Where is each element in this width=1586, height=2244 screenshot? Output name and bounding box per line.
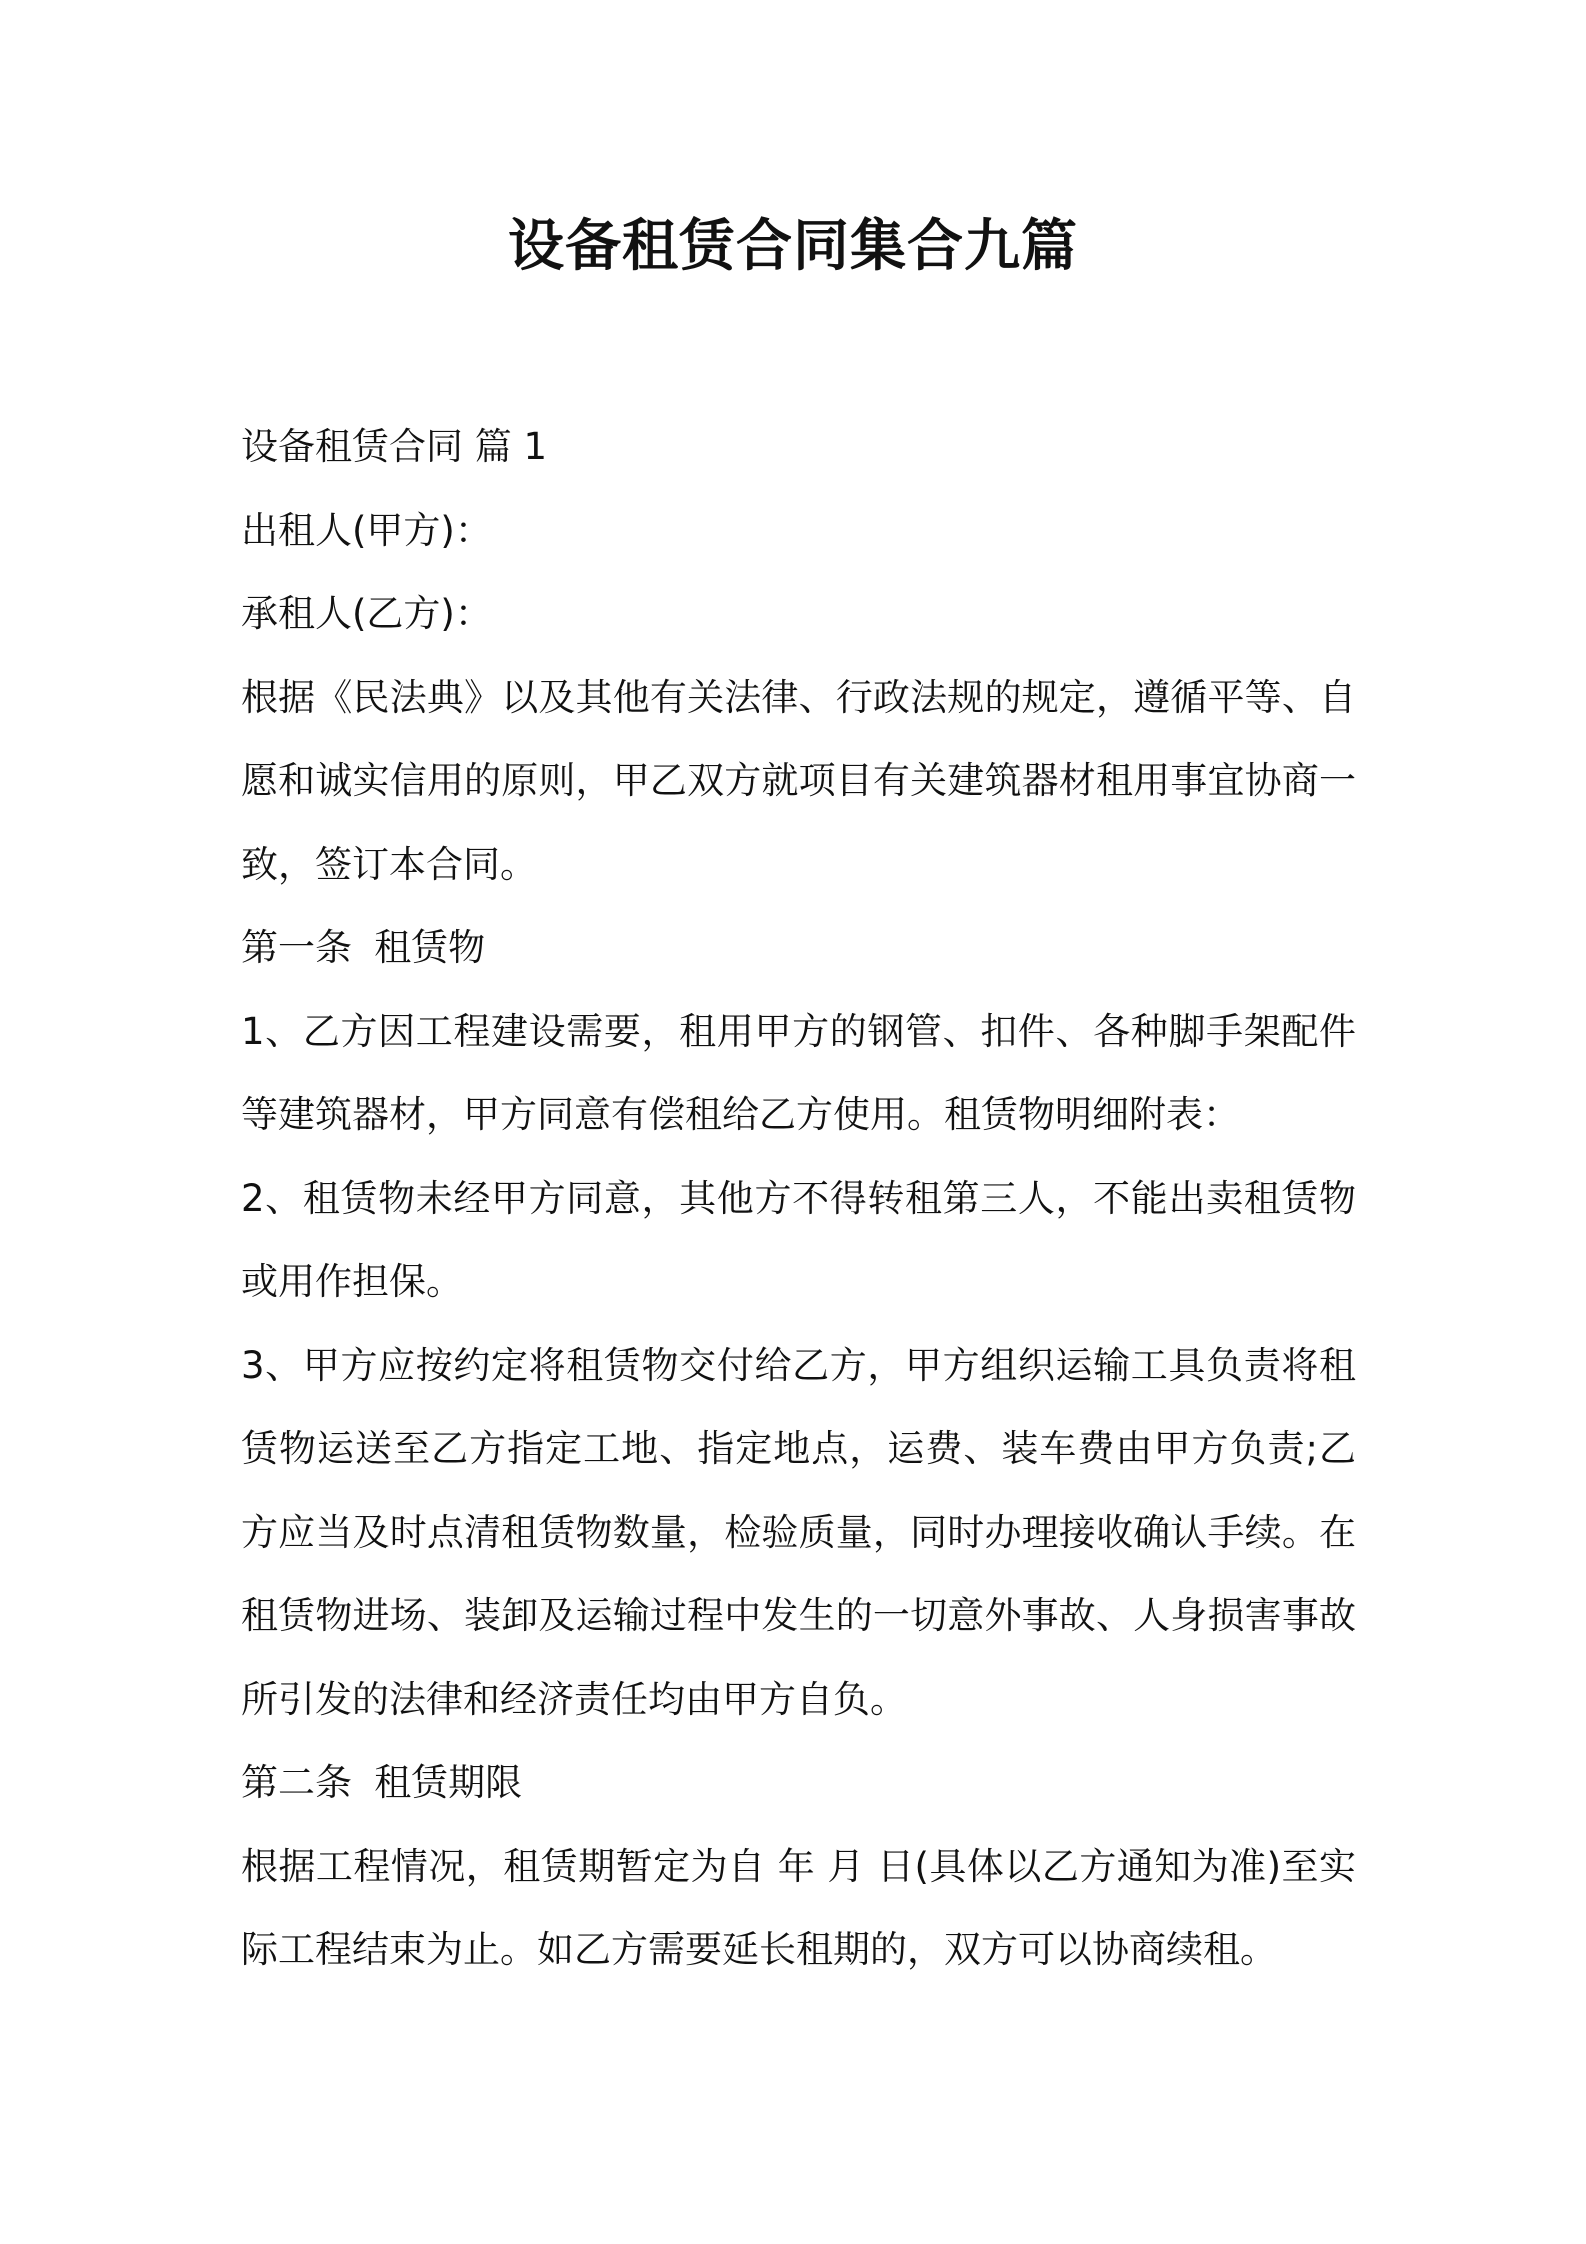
article-2-number: 第二条: [241, 1761, 352, 1804]
section-heading: 设备租赁合同 篇 1: [241, 425, 548, 468]
article-1-title: 租赁物: [374, 926, 486, 969]
article-1-item-1: 1、乙方因工程建设需要，租用甲方的钢管、扣件、各种脚手架配件等建筑器材，甲方同意有偿租给乙方使用。租赁物明细附表：: [241, 1009, 1356, 1136]
lessor-label: 出租人(甲方)：: [241, 508, 492, 552]
article-2-title: 租赁期限: [374, 1761, 523, 1804]
lessee-label: 承租人(乙方)：: [241, 592, 492, 635]
article-2-heading: [241, 1741, 1356, 1825]
article-1-item-3: 3、甲方应按约定将租赁物交付给乙方，甲方组织运输工具负责将租赁物运送至乙方指定工地、指定地点，运费、装车费由甲方负责;乙方应当及时点清租赁物数量，检验质量，同时办理接收确认手续。在租赁物进场、装卸及运输过程中发生的一切意外事故、人身损害事故所引发的法律和经济责任均由甲方自负。: [241, 1343, 1356, 1721]
intro-paragraph: 根据《民法典》以及其他有关法律、行政法规的规定，遵循平等、自愿和诚实信用的原则，甲乙双方就项目有关建筑器材租用事宜协商一致，签订本合同。: [241, 675, 1356, 886]
document-title: 设备租赁合同集合九篇: [508, 214, 1078, 279]
article-1-item-2: 2、租赁物未经甲方同意，其他方不得转租第三人，不能出卖租赁物或用作担保。: [241, 1176, 1356, 1303]
document-body: [241, 405, 1356, 1992]
article-1-heading: [241, 906, 1356, 990]
article-2-text: 根据工程情况，租赁期暂定为自 年 月 日(具体以乙方通知为准)至实际工程结束为止。如乙方需要延长租期的，双方可以协商续租。: [241, 1844, 1356, 1971]
article-1-number: 第一条: [241, 926, 352, 969]
